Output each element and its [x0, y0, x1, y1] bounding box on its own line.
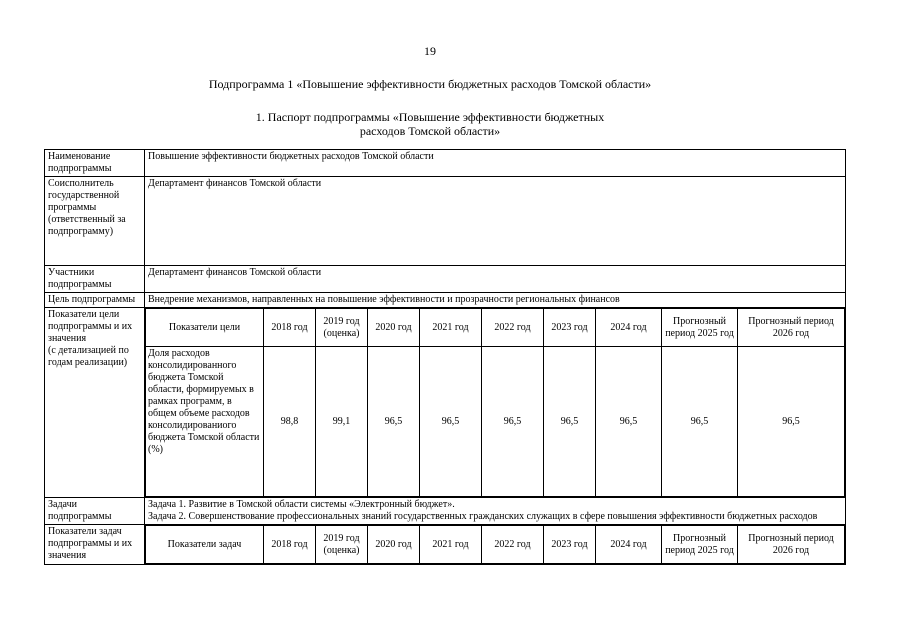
task-indicators-table: [145, 525, 845, 564]
indicator-value: 99,1: [316, 347, 368, 497]
indicator-value: 96,5: [420, 347, 482, 497]
indicator-value: 96,5: [482, 347, 544, 497]
row-goal-indicators: [45, 308, 846, 498]
column-header: Показатели задач: [146, 526, 264, 564]
year-header: Прогнозный период 2026 год: [738, 526, 845, 564]
passport-title-line2: расходов Томской области»: [359, 124, 501, 138]
year-header: 2023 год: [544, 309, 596, 347]
column-header: Показатели цели: [146, 309, 264, 347]
task-2: Задача 2. Совершенствование профессиональных знаний государственных гражданских служащих в сфере повышения эффективности бюджетных расходов: [148, 511, 818, 522]
row-value: Департамент финансов Томской области: [145, 266, 846, 293]
row-goal: [45, 293, 846, 308]
row-participants: [45, 266, 846, 293]
year-header: 2021 год: [420, 526, 482, 564]
row-label: Соисполнитель государственной программы (ответственный за подпрограмму): [45, 177, 145, 266]
subprogram-title: Подпрограмма 1 «Повышение эффективности бюджетных расходов Томской области»: [208, 77, 652, 91]
row-label: Участники подпрограммы: [45, 266, 145, 293]
year-header: 2019 год (оценка): [316, 526, 368, 564]
year-header: 2020 год: [368, 309, 420, 347]
year-header: Прогнозный период 2025 год: [662, 309, 738, 347]
year-header: 2020 год: [368, 526, 420, 564]
year-header: 2022 год: [482, 526, 544, 564]
year-header: 2024 год: [596, 526, 662, 564]
indicator-value: 96,5: [738, 347, 845, 497]
row-value: Департамент финансов Томской области: [145, 177, 846, 266]
year-header: 2018 год: [264, 526, 316, 564]
goal-indicators-header: [146, 309, 845, 347]
indicator-value: 96,5: [662, 347, 738, 497]
row-label: Наименование подпрограммы: [45, 150, 145, 177]
row-coexecutor: [45, 177, 846, 266]
goal-indicators-table: [145, 308, 845, 497]
indicator-value: 96,5: [544, 347, 596, 497]
passport-table: [44, 149, 846, 565]
row-value: Внедрение механизмов, направленных на повышение эффективности и прозрачности региональных финансов: [145, 293, 846, 308]
year-header: 2021 год: [420, 309, 482, 347]
goal-indicators-label2: (с детализацией по годам реализации): [48, 345, 129, 368]
passport-title: [0, 110, 860, 138]
year-header: 2023 год: [544, 526, 596, 564]
year-header: Прогнозный период 2026 год: [738, 309, 845, 347]
row-label: [45, 308, 145, 498]
year-header: 2019 год (оценка): [316, 309, 368, 347]
task-indicators-header: [146, 526, 845, 564]
indicator-name: Доля расходов консолидированного бюджета Томской области, формируемых в рамках программ, в общем объеме расходов консолидированиого бюджета Томской области (%): [146, 347, 264, 497]
task-1: Задача 1. Развитие в Томской области системы «Электронный бюджет».: [148, 499, 455, 510]
row-name: [45, 150, 846, 177]
indicator-value: 96,5: [368, 347, 420, 497]
indicator-value: 98,8: [264, 347, 316, 497]
indicator-value: 96,5: [596, 347, 662, 497]
year-header: Прогнозный период 2025 год: [662, 526, 738, 564]
row-value: Повышение эффективности бюджетных расходов Томской области: [145, 150, 846, 177]
goal-indicator-row: [146, 347, 845, 497]
year-header: 2018 год: [264, 309, 316, 347]
row-label: Цель подпрограммы: [45, 293, 145, 308]
task-indicators-cell: [145, 525, 846, 565]
year-header: 2024 год: [596, 309, 662, 347]
row-task-indicators: [45, 525, 846, 565]
row-tasks: [45, 498, 846, 525]
year-header: 2022 год: [482, 309, 544, 347]
row-value: [145, 498, 846, 525]
goal-indicators-label: Показатели цели подпрограммы и их значения: [48, 309, 133, 344]
page-number: 19: [424, 44, 436, 58]
passport-title-line1: 1. Паспорт подпрограммы «Повышение эффективности бюджетных: [255, 110, 605, 124]
goal-indicators-cell: [145, 308, 846, 498]
row-label: Задачи подпрограммы: [45, 498, 145, 525]
row-label: Показатели задач подпрограммы и их значения: [45, 525, 145, 565]
